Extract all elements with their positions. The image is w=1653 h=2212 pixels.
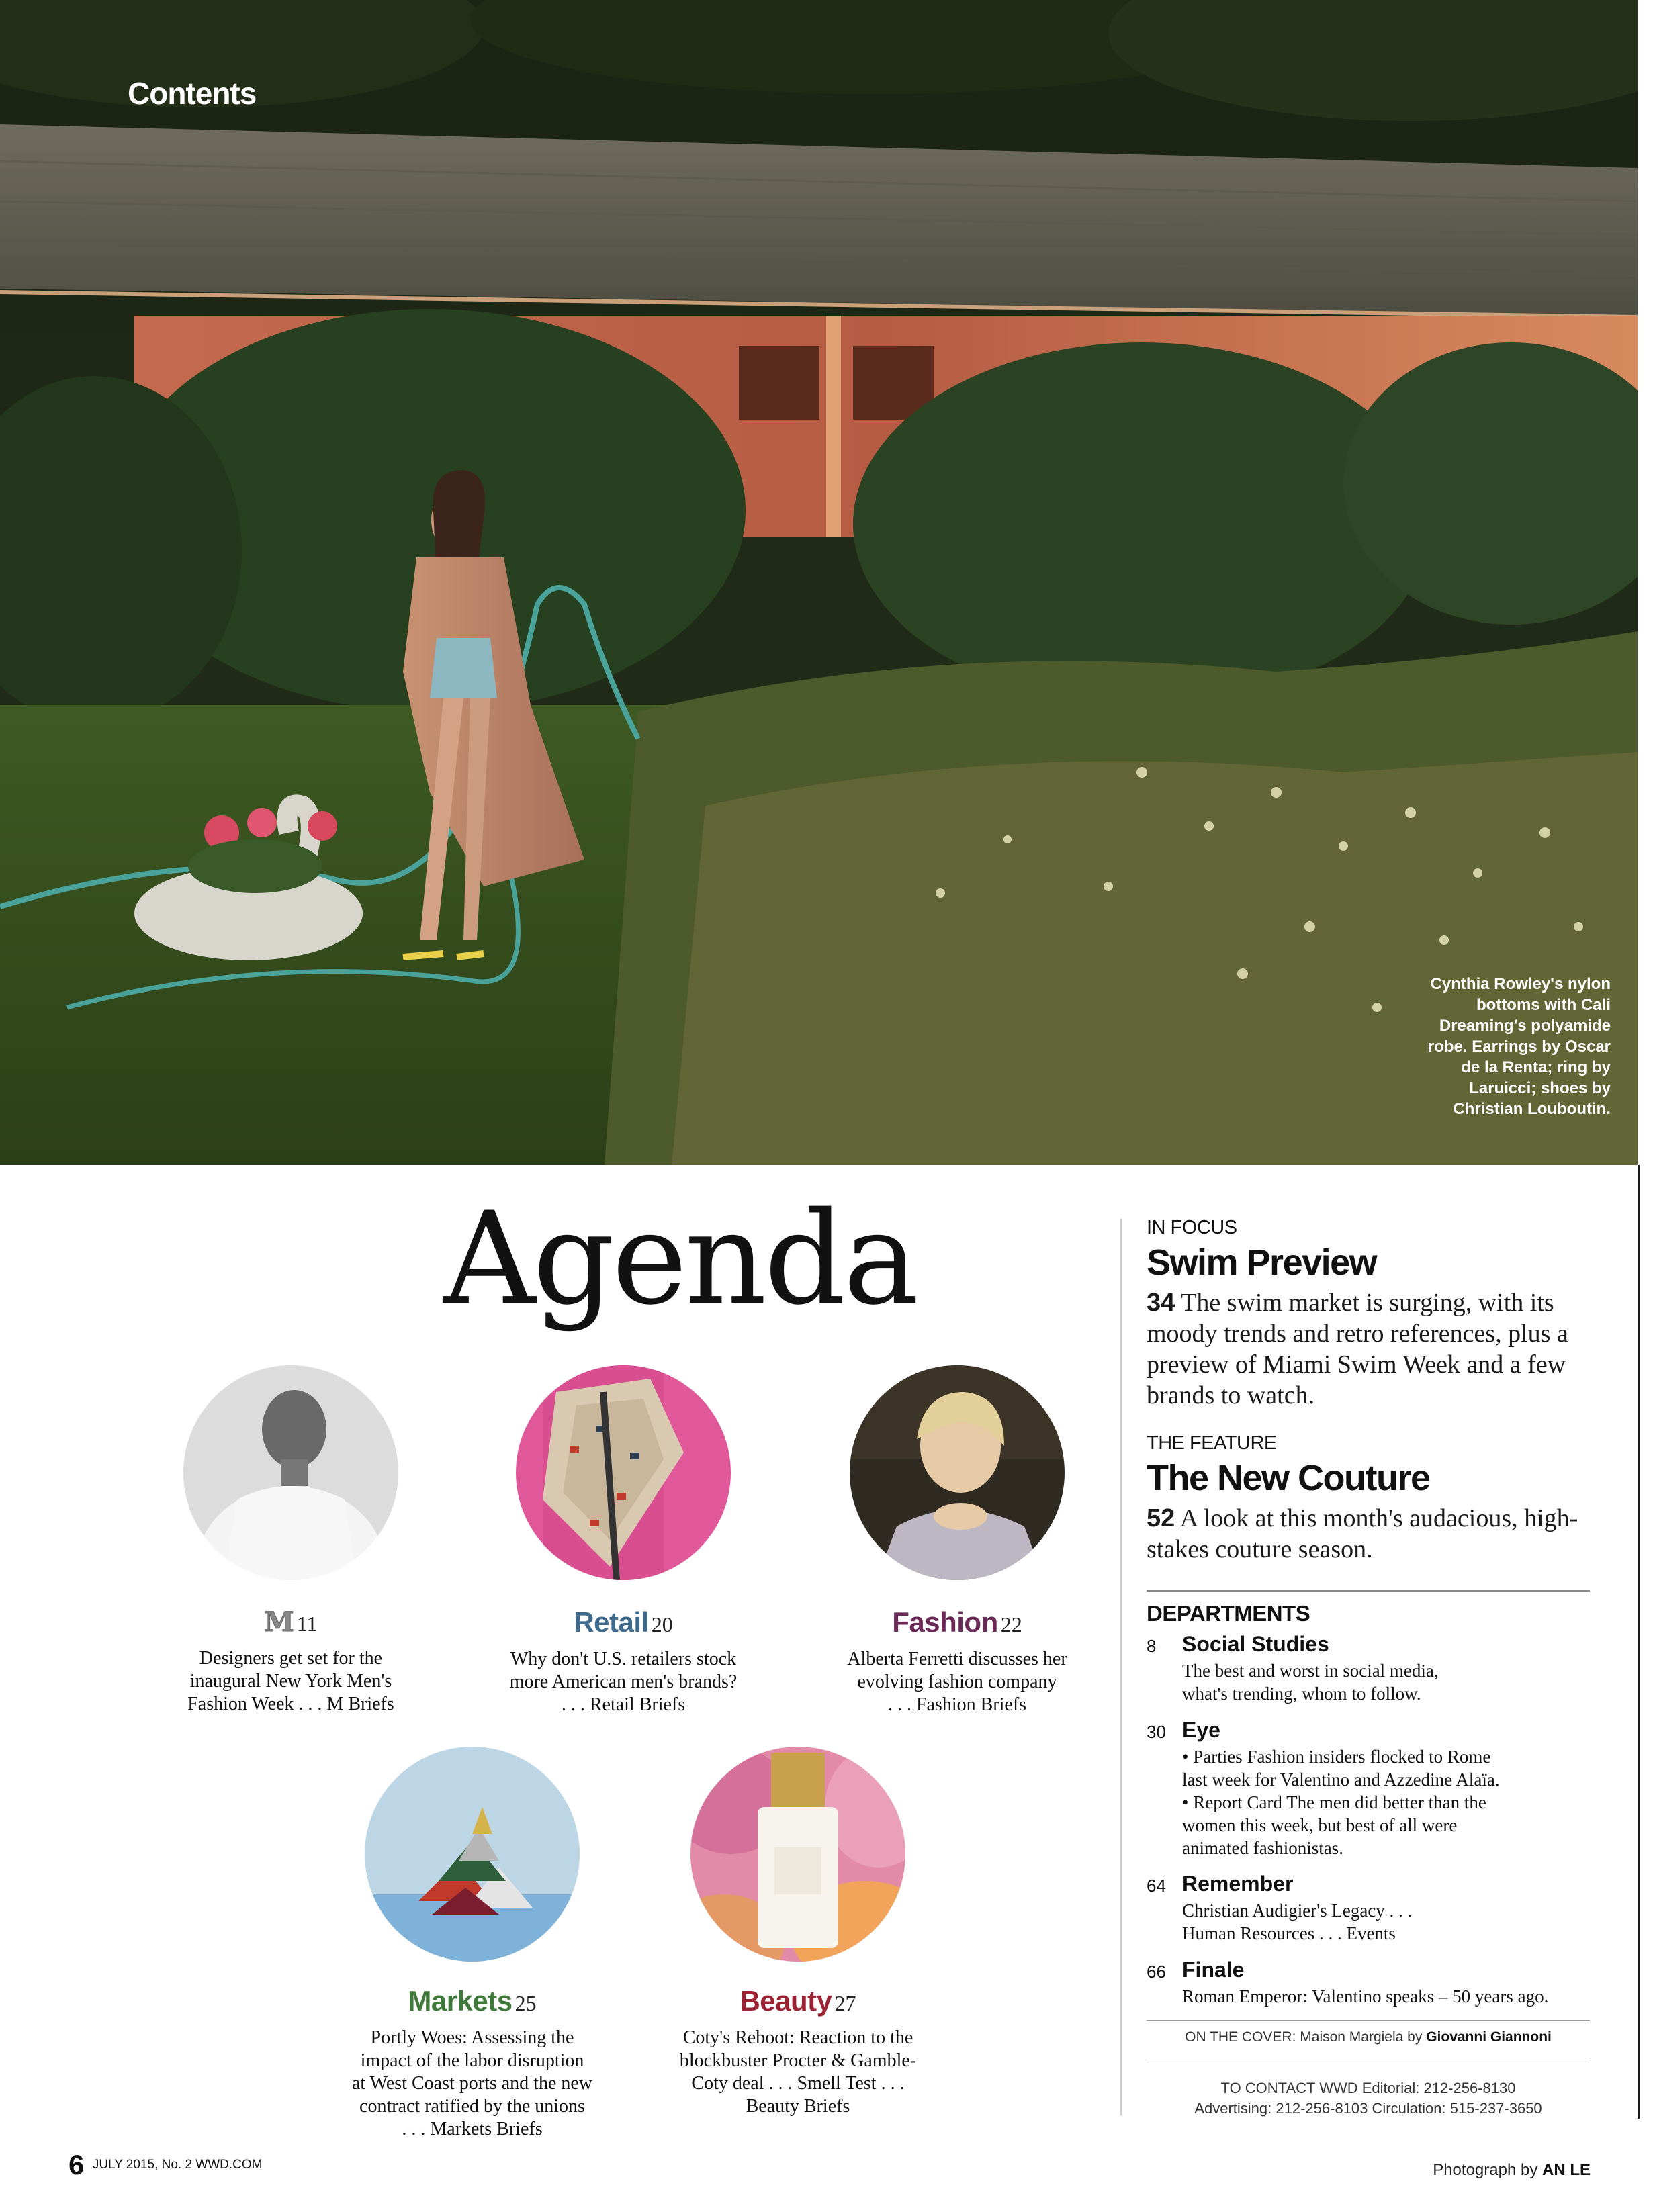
contact-line-1: TO CONTACT WWD Editorial: 212-256-8130 [1220, 2080, 1516, 2096]
agenda-section-name: Fashion [892, 1606, 998, 1638]
issue-info: JULY 2015, No. 2 WWD.COM [92, 2158, 263, 2172]
retail-section-photo [516, 1365, 731, 1580]
cover-label: ON THE COVER: [1185, 2029, 1296, 2045]
agenda-item-desc: Coty's Reboot: Reaction to the [682, 2027, 913, 2048]
dept-title: Finale [1182, 1957, 1245, 1982]
contact-line-2: Advertising: 212-256-8103 Circulation: 515-237-3650 [1194, 2100, 1542, 2117]
dept-line: Human Resources . . . Events [1182, 1923, 1396, 1943]
departments-heading-wrap [1147, 1601, 1590, 1626]
feature-page: 52 [1147, 1504, 1175, 1532]
page-edge-rule [1638, 1165, 1640, 2119]
dept-title: Social Studies [1182, 1632, 1329, 1656]
in-focus-text: The swim market is surging, with its moody trends and retro references, plus a preview of Miami Swim Week and a few brands to watch. [1147, 1289, 1568, 1410]
cover-photographer: Giovanni Giannoni [1426, 2029, 1552, 2045]
agenda-section-name: Retail [574, 1606, 649, 1638]
dept-line: The best and worst in social media, [1182, 1661, 1439, 1681]
page-folio [69, 2149, 263, 2181]
dept-line: last week for Valentino and Azzedine Alaïa. [1182, 1769, 1500, 1790]
agenda-item-desc: contract ratified by the unions [359, 2096, 585, 2117]
dept-line: • Report Card The men did better than the [1182, 1792, 1486, 1812]
agenda-item-desc: . . . Markets Briefs [402, 2119, 543, 2139]
m-section-logo: M [264, 1606, 294, 1638]
dept-title: Remember [1182, 1872, 1294, 1896]
agenda-item-page: 20 [651, 1612, 673, 1637]
agenda-item-fashion[interactable] [809, 1604, 1105, 1716]
dept-page: 30 [1147, 1722, 1166, 1742]
agenda-section-name: Markets [408, 1985, 512, 2017]
agenda-item-desc: impact of the labor disruption [360, 2050, 584, 2071]
dept-line: Christian Audigier's Legacy . . . [1182, 1900, 1413, 1921]
dept-line: Roman Emperor: Valentino speaks – 50 years ago. [1182, 1986, 1549, 2007]
section-divider [1147, 1590, 1590, 1592]
in-focus-title: Swim Preview [1147, 1242, 1377, 1283]
column-divider [1120, 1219, 1122, 2115]
agenda-item-desc: Beauty Briefs [746, 2096, 850, 2117]
agenda-item-m[interactable] [143, 1604, 439, 1716]
photo-credit-label: Photograph by [1433, 2161, 1538, 2179]
photo-credit [1433, 2161, 1591, 2180]
in-focus-page: 34 [1147, 1289, 1175, 1317]
agenda-item-desc: Why don't U.S. retailers stock [510, 1649, 737, 1669]
agenda-item-desc: Designers get set for the [199, 1648, 383, 1669]
agenda-item-desc: Portly Woes: Assessing the [370, 2027, 574, 2048]
agenda-item-desc: at West Coast ports and the new [351, 2073, 593, 2094]
contents-label: Contents [128, 76, 257, 111]
cover-divider [1147, 2020, 1590, 2021]
photographer-name: AN LE [1542, 2161, 1591, 2179]
feature-text: A look at this month's audacious, high-stakes couture season. [1147, 1504, 1578, 1563]
in-focus-kicker: IN FOCUS [1147, 1217, 1237, 1238]
dept-line: women this week, but best of all were [1182, 1815, 1458, 1835]
cover-text: Maison Margiela by [1300, 2029, 1423, 2045]
in-focus-block[interactable] [1147, 1217, 1590, 1411]
contact-block [1147, 2078, 1590, 2119]
agenda-item-desc: . . . Retail Briefs [561, 1694, 686, 1715]
agenda-item-beauty[interactable] [650, 1982, 946, 2118]
feature-kicker: THE FEATURE [1147, 1432, 1277, 1454]
dept-page: 66 [1147, 1962, 1166, 1982]
dept-line: animated fashionistas. [1182, 1838, 1343, 1858]
cover-credit-line [1147, 2029, 1590, 2045]
agenda-item-page: 11 [296, 1612, 318, 1636]
feature-block[interactable] [1147, 1432, 1590, 1565]
agenda-item-page: 22 [1000, 1612, 1022, 1637]
agenda-item-retail[interactable] [476, 1604, 771, 1716]
markets-section-photo [365, 1747, 580, 1962]
agenda-item-desc: Coty deal . . . Smell Test . . . [691, 2073, 905, 2094]
agenda-item-desc: evolving fashion company [857, 1671, 1057, 1692]
agenda-item-markets[interactable] [324, 1982, 620, 2141]
agenda-item-desc: inaugural New York Men's [189, 1671, 392, 1692]
dept-page: 64 [1147, 1876, 1166, 1896]
agenda-item-page: 27 [834, 1991, 856, 2015]
fashion-section-photo [850, 1365, 1065, 1580]
feature-title: The New Couture [1147, 1458, 1430, 1498]
dept-page: 8 [1147, 1636, 1157, 1656]
dept-line: • Parties Fashion insiders flocked to Rome [1182, 1747, 1491, 1767]
photo-caption: Cynthia Rowley's nylon bottoms with Cali Dreaming's polyamide robe. Earrings by Oscar de la Renta; ring by Laruicci; shoes by Christian Louboutin. [1427, 975, 1611, 1118]
in-focus-body [1147, 1287, 1590, 1411]
agenda-item-desc: blockbuster Procter & Gamble- [679, 2050, 917, 2071]
beauty-section-photo [690, 1747, 905, 1962]
agenda-item-desc: more American men's brands? [509, 1671, 738, 1692]
dept-title: Eye [1182, 1718, 1220, 1742]
agenda-item-page: 25 [515, 1991, 537, 2015]
agenda-item-desc: . . . Fashion Briefs [887, 1694, 1027, 1715]
agenda-section-name: Beauty [740, 1985, 832, 2017]
page-number: 6 [69, 2149, 85, 2180]
agenda-title: Agenda [443, 1185, 917, 1333]
dept-line: what's trending, whom to follow. [1182, 1684, 1421, 1704]
m-section-photo [183, 1365, 398, 1580]
agenda-item-desc: Alberta Ferretti discusses her [847, 1649, 1067, 1669]
agenda-item-desc: Fashion Week . . . M Briefs [187, 1694, 394, 1714]
feature-body [1147, 1503, 1590, 1565]
departments-heading: DEPARTMENTS [1147, 1601, 1310, 1626]
